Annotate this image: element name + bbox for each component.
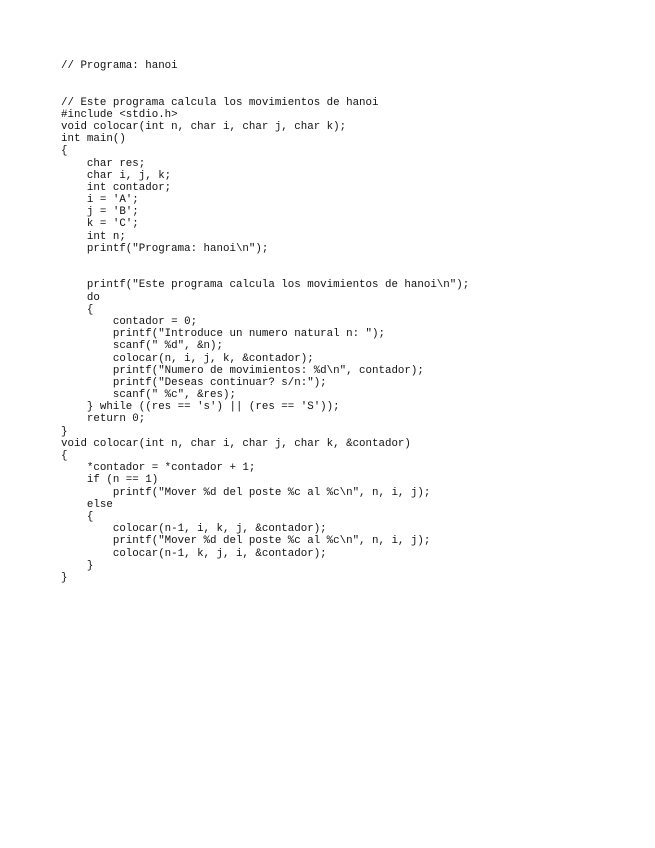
code-line: { [61, 510, 94, 523]
code-line: i = 'A'; [61, 194, 139, 207]
code-line: char i, j, k; [61, 169, 172, 182]
code-line: char res; [61, 157, 146, 170]
code-line: colocar(n, i, j, k, &contador); [61, 352, 314, 365]
code-line: printf("Introduce un numero natural n: "); [61, 328, 385, 341]
code-line: j = 'B'; [61, 206, 139, 219]
code-line: } [61, 425, 68, 438]
code-line [61, 267, 469, 279]
code-line: #include <stdio.h> [61, 108, 178, 121]
code-line: int n; [61, 230, 126, 243]
code-line: printf("Programa: hanoi\n"); [61, 242, 269, 255]
code-line: scanf(" %d", &n); [61, 340, 223, 353]
code-line: *contador = *contador + 1; [61, 462, 256, 475]
code-line: void colocar(int n, char i, char j, char k); [61, 120, 347, 133]
code-line [61, 255, 469, 267]
code-line: if (n == 1) [61, 474, 159, 487]
code-line: int main() [61, 133, 126, 146]
code-line: else [61, 498, 113, 511]
code-line: colocar(n-1, i, k, j, &contador); [61, 523, 327, 536]
code-line: { [61, 450, 68, 462]
code-line: contador = 0; [61, 315, 198, 328]
code-line: return 0; [61, 413, 146, 426]
code-line [61, 84, 469, 96]
code-line: printf("Deseas continuar? s/n:"); [61, 376, 327, 389]
code-line: printf("Mover %d del poste %c al %c\n", n, i, j); [61, 486, 431, 499]
code-line: int contador; [61, 181, 172, 194]
code-line: } [61, 571, 68, 584]
code-line: } [61, 559, 94, 572]
code-line: colocar(n-1, k, j, i, &contador); [61, 547, 327, 560]
code-line: k = 'C'; [61, 218, 139, 231]
code-line: // Programa: hanoi [61, 60, 178, 72]
code-line: printf("Numero de movimientos: %d\n", contador); [61, 364, 424, 377]
code-line: do [61, 291, 100, 304]
code-line: { [61, 145, 68, 158]
code-line [61, 72, 469, 84]
code-line: scanf(" %c", &res); [61, 389, 236, 402]
code-line: printf("Mover %d del poste %c al %c\n", n, i, j); [61, 535, 431, 548]
source-code-block [61, 60, 469, 584]
code-line: // Este programa calcula los movimientos de hanoi [61, 96, 379, 109]
code-line: printf("Este programa calcula los movimientos de hanoi\n"); [61, 279, 470, 292]
code-line: void colocar(int n, char i, char j, char k, &contador) [61, 437, 411, 450]
code-line: } while ((res == 's') || (res == 'S')); [61, 401, 340, 414]
code-line: { [61, 303, 94, 316]
